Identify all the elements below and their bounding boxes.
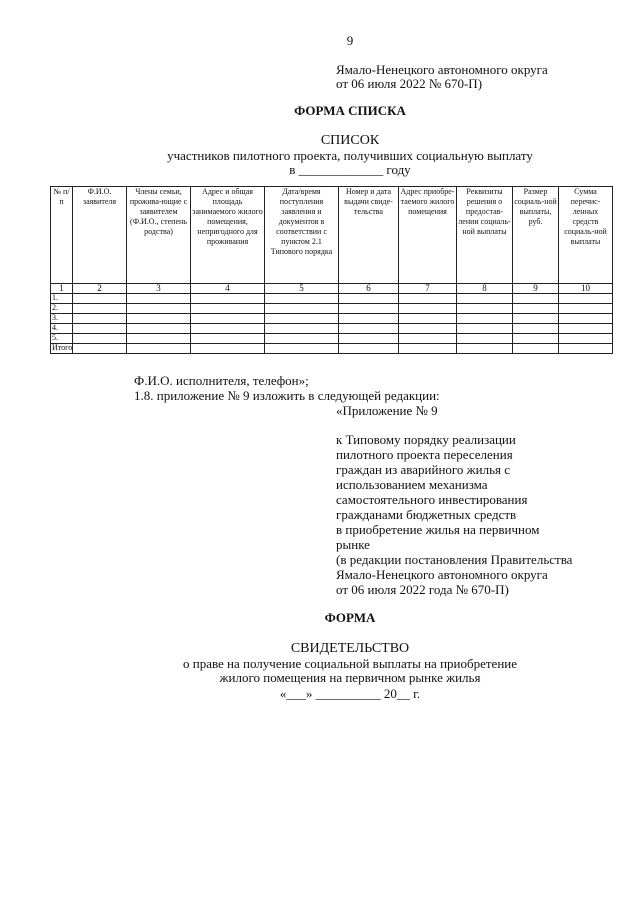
- page-number: 9: [346, 33, 354, 48]
- column-number-row: [51, 284, 613, 294]
- reference-block: [336, 432, 616, 597]
- row-number: 4.: [51, 324, 73, 334]
- column-number: 6: [339, 284, 399, 294]
- list-title: СПИСОК: [320, 133, 380, 148]
- table-row: [51, 304, 613, 314]
- column-number: 8: [457, 284, 513, 294]
- reference-line: самостоятельного инвестирования: [336, 492, 528, 507]
- header-cell: № п/п: [51, 187, 73, 284]
- header-cell: Дата/время поступления заявления и документов в соответствии с пунктом 2.1 Типового порядка: [265, 187, 339, 284]
- reference-line: граждан из аварийного жилья с: [336, 462, 511, 477]
- reference-line: в приобретение жилья на первичном: [336, 522, 540, 537]
- column-number: 2: [73, 284, 127, 294]
- list-subtitle-line-2: в _____________ году: [289, 162, 411, 177]
- column-number: 3: [127, 284, 191, 294]
- executor-line: Ф.И.О. исполнителя, телефон»;: [134, 373, 309, 388]
- reference-line: Ямало-Ненецкого автономного округа: [336, 567, 548, 582]
- certificate-form-title: ФОРМА: [324, 610, 376, 625]
- header-line-1: Ямало-Ненецкого автономного округа: [336, 62, 548, 77]
- list-form-title: ФОРМА СПИСКА: [294, 103, 406, 118]
- reference-line: пилотного проекта переселения: [336, 447, 513, 462]
- certificate-line-2: жилого помещения на первичном рынке жилья: [219, 670, 481, 685]
- header-cell: Реквизиты решения о предостав-лении социаль-ной выплаты: [457, 187, 513, 284]
- row-number: 3.: [51, 314, 73, 324]
- table-total-row: [51, 344, 613, 354]
- header-cell: Ф.И.О. заявителя: [73, 187, 127, 284]
- header-cell: Адрес и общая площадь занимаемого жилого помещения, непригодного для проживания: [191, 187, 265, 284]
- row-number: 1.: [51, 294, 73, 304]
- participants-table: [50, 186, 613, 354]
- column-number: 10: [559, 284, 613, 294]
- header-cell: Размер социаль-ной выплаты, руб.: [513, 187, 559, 284]
- table-row: [51, 314, 613, 324]
- appendix-9-label: «Приложение № 9: [336, 403, 438, 418]
- item-1-8: 1.8. приложение № 9 изложить в следующей редакции:: [134, 388, 440, 403]
- table-row: [51, 294, 613, 304]
- header-cell: Сумма перечис-ленных средств социаль-ной выплаты: [559, 187, 613, 284]
- reference-line: рынке: [336, 537, 370, 552]
- total-label: Итого: [52, 343, 73, 352]
- column-number: 5: [265, 284, 339, 294]
- list-subtitle-line-1: участников пилотного проекта, получивших социальную выплату: [167, 148, 533, 163]
- header-cell: Номер и дата выдачи свиде-тельства: [339, 187, 399, 284]
- reference-line: использованием механизма: [336, 477, 488, 492]
- header-cell: Адрес приобре-таемого жилого помещения: [399, 187, 457, 284]
- reference-line: от 06 июля 2022 года № 670-П): [336, 582, 509, 597]
- table-row: [51, 324, 613, 334]
- certificate-line-1: о праве на получение социальной выплаты на приобретение: [182, 656, 518, 671]
- certificate-date-line: «___» __________ 20__ г.: [279, 686, 421, 701]
- header-cell: Члены семьи, прожива-ющие с заявителем (Ф.И.О., степень родства): [127, 187, 191, 284]
- column-number: 4: [191, 284, 265, 294]
- column-number: 7: [399, 284, 457, 294]
- reference-line: (в редакции постановления Правительства: [336, 552, 573, 567]
- row-number: 5.: [51, 334, 73, 344]
- reference-line: к Типовому порядку реализации: [336, 432, 516, 447]
- reference-line: гражданами бюджетных средств: [336, 507, 517, 522]
- table-row: [51, 334, 613, 344]
- table-header-row: [51, 187, 613, 284]
- header-line-2: от 06 июля 2022 № 670-П): [336, 76, 483, 91]
- certificate-title: СВИДЕТЕЛЬСТВО: [290, 641, 410, 656]
- column-number: 9: [513, 284, 559, 294]
- column-number: 1: [51, 284, 73, 294]
- row-number: 2.: [51, 304, 73, 314]
